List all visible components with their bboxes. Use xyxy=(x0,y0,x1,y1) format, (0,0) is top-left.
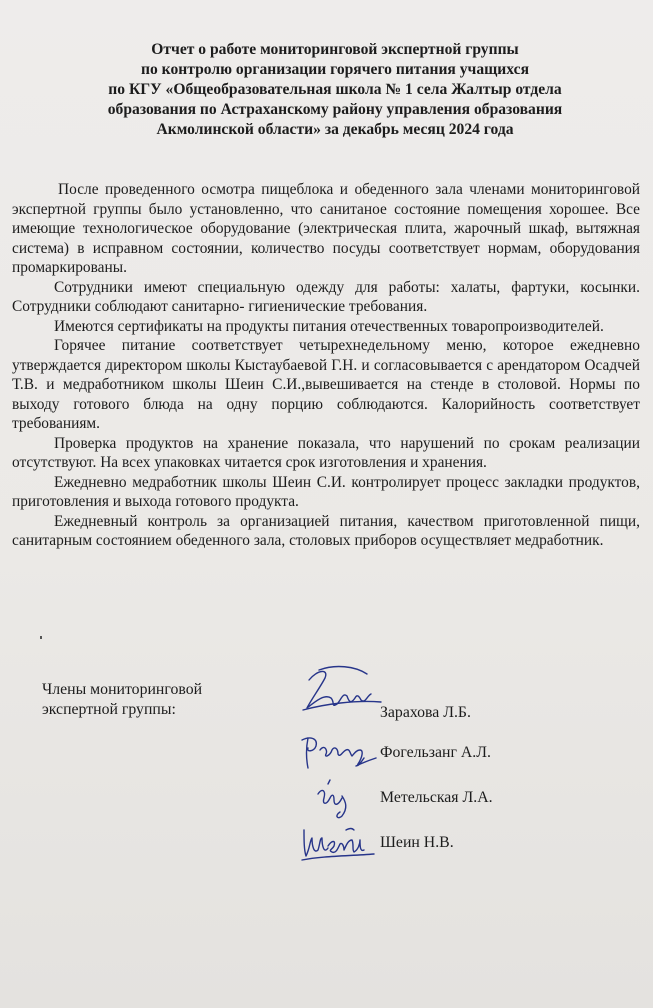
title-line: Акмолинской области» за декабрь месяц 2024 года xyxy=(156,121,514,138)
title-line: Отчет о работе мониторинговой экспертной группы xyxy=(151,41,519,58)
paragraph-daily-control-medic: Ежедневно медработник школы Шеин С.И. контролирует процесс закладки продуктов, приготовления и выхода готового продукта. xyxy=(12,473,640,510)
member-name: Шеин Н.В. xyxy=(380,834,454,851)
signature-fogelzang xyxy=(298,728,378,778)
report-body xyxy=(12,180,640,551)
report-title xyxy=(40,40,630,140)
ink-dot xyxy=(40,636,42,639)
member-name: Зарахова Л.Б. xyxy=(380,704,471,721)
paragraph-menu: Горячее питание соответствует четырехнедельному меню, которое ежедневно утверждается директором школы Кыстаубаевой Г.Н. и согласовывается с арендатором Осадчей Т.В. и медработником школы Шеин С.И.,вывешивается на стенде в столовой. Нормы по выходу готового блюда на одну порцию соблюдаются. Калорийность соответствует требованиям. xyxy=(12,337,640,432)
title-line: по контролю организации горячего питания учащихся xyxy=(140,61,530,78)
paragraph-inspection: После проведенного осмотра пищеблока и обеденного зала членами мониторинговой экспертной группы было установленно, что санитаное состояние помещения хорошее. Все имеющие технологическое оборудование (электрическая плита, жарочный шкаф, вытяжная система) в исправном состоянии, количество посуды соответствует нормам, оборудования промаркированы. xyxy=(12,181,640,276)
member-name: Метельская Л.А. xyxy=(380,789,493,806)
committee-label xyxy=(42,680,202,720)
title-line: по КГУ «Общеобразовательная школа № 1 села Жалтыр отдела xyxy=(108,81,562,98)
paragraph-daily-control-summary: Ежедневный контроль за организацией питания, качеством приготовленной пищи, санитарным состоянием обеденного зала, столовых приборов осуществляет медработник. xyxy=(12,512,640,549)
signature-zarakhova xyxy=(295,660,385,720)
committee-label-line: Члены мониторинговой xyxy=(42,681,203,698)
paragraph-storage-check: Проверка продуктов на хранение показала, что нарушений по срокам реализации отсутствуют. На всех упаковках читается срок изготовления и хранения. xyxy=(12,434,640,471)
paragraph-staff-clothing: Сотрудники имеют специальную одежду для работы: халаты, фартуки, косынки. Сотрудники соблюдают санитарно- гигиенические требования. xyxy=(12,278,640,315)
signature-shein xyxy=(298,816,378,872)
committee-label-line: экспертной группы: xyxy=(42,701,176,718)
member-name: Фогельзанг А.Л. xyxy=(380,744,491,761)
title-line: образования по Астраханскому району управления образования xyxy=(107,101,563,118)
paragraph-certificates: Имеются сертификаты на продукты питания отечественных товаропроизводителей. xyxy=(54,317,604,335)
